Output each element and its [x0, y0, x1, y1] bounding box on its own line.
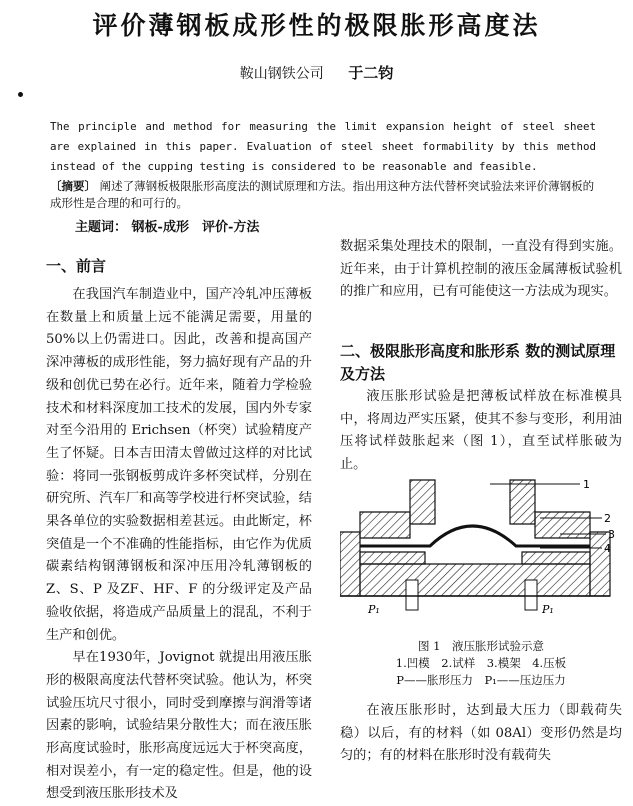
caption-title: 图 1 液压胀形试验示意: [418, 639, 544, 653]
oil-port-right: [525, 580, 537, 610]
paragraph: 在液压胀形时，达到最大压力（即载荷失稳）以后，有的材料（如 08Al）变形仍然是均匀的；有的材料在胀形时没有载荷失: [340, 703, 622, 764]
paragraph: 在我国汽车制造业中，国产冷轧冲压薄板在数量上和质量上远不能满足需要，用量的50%以上仍需进口。因此，改善和提高国产深冲薄板的成形性能，努力搞好现有产品的升级和创优已势在必行。近年来，随着力学检验技术和材料深度加工技术的发展，国内外专家对至今沿用的 Erichsen（杯突）试验精度产生了怀疑。日本吉田清太曾做过这样的对比试验：将同一张钢板剪成许多杯突试样，分别在研究所、汽车厂和高等学校进行杯突试验，结果各单位的实验数据相差甚远。由此断定，杯突值是一个不准确的性能指标，由它作为优质碳素结构钢薄钢板和深冲压用冷轧薄钢板的 Z、S、P 及ZF、HF、F 的分级评定及产品验收依据，将造成产品质量上的混乱，不利于生产和创优。: [46, 287, 312, 643]
abstract-english: The principle and method for measuring the limit expansion height of steel sheet are explained in this paper. Evaluation of steel sheet formability by this method instead of the cupping testing is considered to be reasonable and feasible.: [50, 120, 596, 173]
upper-die: [360, 480, 590, 538]
affiliation: 鞍山钢铁公司: [239, 66, 324, 82]
abstract-tag: 〔摘要〕: [50, 179, 96, 193]
paragraph: 早在1930年，Jovignot 就提出用液压胀形的极限高度法代替杯突试验。他认为，杯突试验压坑尺寸很小，同时受到摩擦与润滑等诸因素的影响，试验结果分散性大；而在液压胀形高度试验时，胀形高度远远大于杯突高度，相对误差小，有一定的稳定性。但是，他的设想受到液压胀形技术及: [46, 650, 312, 802]
abstract-text: 阐述了薄钢板极限胀形高度法的测试原理和方法。指出用这种方法代替杯突试验法来评价薄钢板的成形性是合理的和可行的。: [50, 179, 595, 210]
caption-legend-parts: 1.凹模 2.试样 3.模架 4.压板: [395, 656, 567, 670]
right-column-mid: [340, 386, 622, 477]
paragraph: 数据采集处理技术的限制，一直没有得到实施。近年来，由于计算机控制的液压金属薄板试验机的推广和应用，已有可能使这一方法成为现实。: [340, 239, 622, 300]
right-column-top: [340, 236, 622, 304]
abstract-chinese: [50, 178, 596, 212]
keywords-text: 钢板-成形 评价-方法: [131, 220, 260, 235]
keywords-label: 主题词：: [75, 220, 128, 235]
lower-chamber: [360, 564, 590, 596]
author: 于二钧: [348, 64, 394, 82]
caption-legend-pressure: P——胀形压力 P₁——压边压力: [396, 673, 566, 687]
keywords: [75, 216, 575, 235]
fig-label-3: 3: [608, 528, 615, 541]
paragraph: 液压胀形试验是把薄板试样放在标准模具中，将周边严实压紧，使其不参与变形，利用油压将试样鼓胀起来（图 1），直至试样胀破为止。: [340, 389, 622, 473]
fig-label-1: 1: [583, 478, 590, 491]
fig-label-2: 2: [604, 512, 611, 525]
pressure-label-right: P₁: [542, 603, 554, 616]
figure-caption: [340, 638, 622, 689]
pressure-label-left: P₁: [368, 603, 380, 616]
paper-title: 评价薄钢板成形性的极限胀形高度法: [92, 11, 541, 40]
section-heading-principle: 二、极限胀形高度和胀形系 数的测试原理及方法: [340, 342, 616, 383]
fig-label-4: 4: [604, 542, 611, 555]
blank-holder: [360, 552, 590, 564]
bullet-mark: [18, 92, 23, 97]
bulge-test-figure: [340, 476, 622, 626]
right-column-bottom: [340, 700, 622, 768]
byline: [0, 62, 633, 83]
oil-port-left: [406, 580, 418, 610]
left-column: [46, 284, 312, 806]
section-heading-intro: 一、前言: [46, 257, 107, 275]
